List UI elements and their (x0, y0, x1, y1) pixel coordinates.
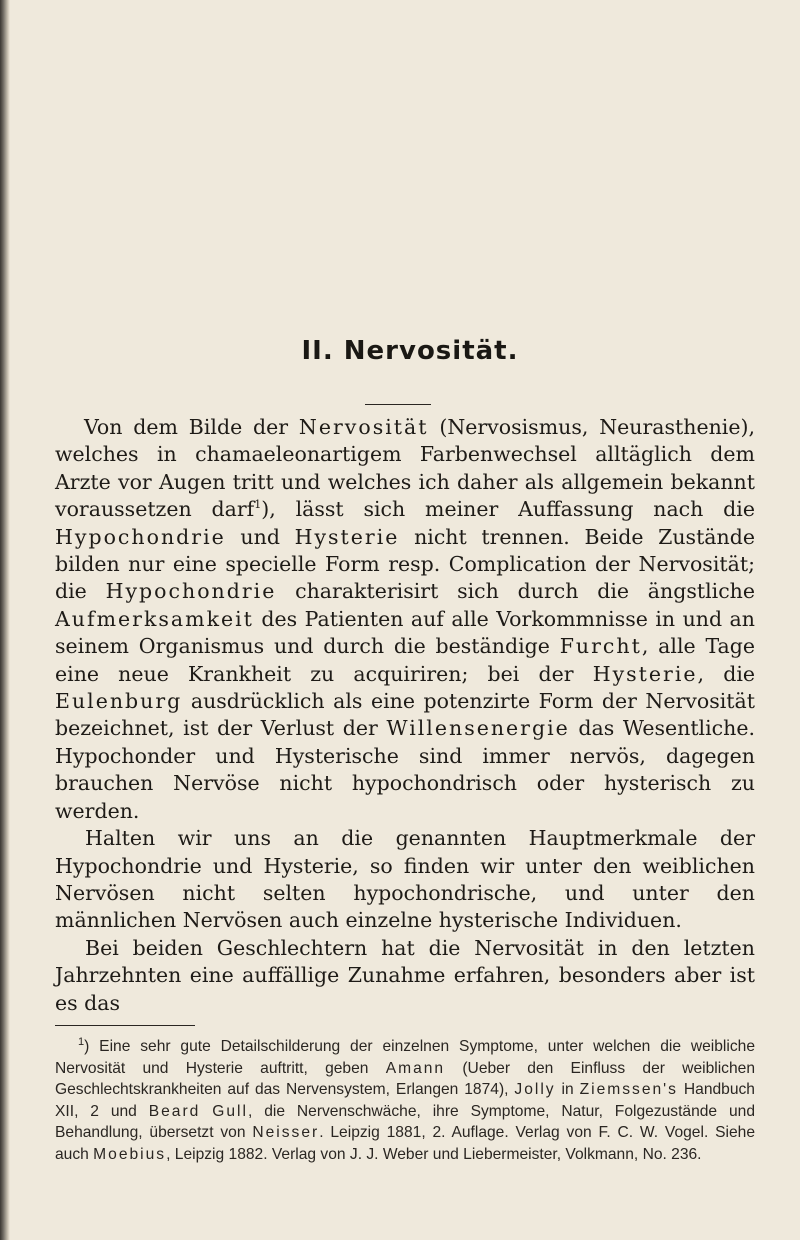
spaced-term: Eulenburg (55, 689, 183, 714)
text-run: das Wesentliche. Hypochonder und Hysterische sind immer nervös, dagegen brauchen Nervöse nicht hypochondrisch oder hysterisch zu werden. (55, 716, 755, 823)
text-run: ) Eine sehr gute Detailschilderung der einzelnen Symptome, unter welchen die weibliche Nervosität und Hysterie auftritt, geben (55, 1038, 755, 1077)
spaced-term: Aufmerksamkeit (55, 606, 254, 631)
spaced-name: Neisser (252, 1124, 320, 1142)
spaced-term: Furcht (559, 634, 642, 659)
text-run: , Leipzig 1882. Verlag von J. J. Weber und Liebermeister, Volkmann, No. 236. (166, 1145, 702, 1163)
footnote-mark: 1 (78, 1035, 85, 1048)
text-run: (Nervosismus, Neurasthenie), welches in chamaeleonartigem Farbenwechsel alltäglich dem Arzte vor Augen tritt und welches ich daher als allgemein bekannt voraussetzen darf (55, 415, 755, 522)
spaced-term: Hysterie (294, 524, 400, 549)
spaced-term: Hysterie (592, 661, 698, 686)
spaced-term: Willensenergie (386, 716, 570, 741)
spaced-name: Jolly (514, 1081, 556, 1099)
title-divider (365, 404, 431, 405)
text-run: nicht trennen. Beide Zustände bilden nur eine specielle Form resp. Complication der Nervosität; die (55, 524, 755, 604)
text-run: . Leipzig 1881, 2. Auflage. Verlag von F. C. W. Vogel. Siehe auch (55, 1124, 755, 1163)
text-run: Von dem Bilde der (84, 415, 299, 439)
spaced-term: Hypochondrie (55, 524, 226, 549)
spaced-name: Moebius (93, 1145, 167, 1163)
text-run: charakterisirt sich durch die ängstliche (276, 579, 756, 604)
text-run: , die Nervenschwäche, ihre Symptome, Natur, Folgezustände und Behandlung, übersetzt von (55, 1102, 755, 1142)
text-run (200, 1103, 212, 1120)
body-text (55, 414, 755, 1017)
spaced-name: Beard (148, 1102, 201, 1120)
spaced-term: Nervosität (298, 415, 429, 439)
text-run: ), lässt sich meiner Auffassung nach die (261, 497, 755, 522)
text-run: in (555, 1081, 580, 1099)
text-run: (Ueber den Einfluss der weiblichen Geschlechtskrankheiten auf das Nervensystem, Erlangen 1874), (55, 1059, 755, 1099)
text-run: ausdrücklich als eine potenzirte Form der Nervosität bezeichnet, ist der Verlust der (55, 689, 755, 741)
footnote (55, 1036, 755, 1166)
book-gutter-shadow (0, 0, 10, 1240)
footnote-divider (55, 1025, 195, 1026)
text-run: , die (697, 661, 756, 686)
paragraph-2: Halten wir uns an die genannten Hauptmerkmale der Hypochondrie und Hysterie, so finden wir unter den weiblichen Nervösen nicht selten hypochondrische, und unter den männlichen Nervösen auch einzelne hysterische Individuen. (55, 826, 755, 933)
text-run: des Patienten auf alle Vorkommnisse in und an seinem Organismus und durch die beständige (55, 606, 755, 659)
chapter-title: II. Nervosität. (301, 336, 519, 366)
book-page (55, 0, 765, 1240)
paragraph-3: Bei beiden Geschlechtern hat die Nervosität in den letzten Jahrzehnten eine auffällige Zunahme erfahren, besonders aber ist es das (55, 935, 755, 1015)
footnote-ref: 1 (254, 498, 262, 512)
spaced-name: Ziemssen's (579, 1081, 678, 1099)
text-run: und (225, 524, 295, 549)
footnote-paragraph (55, 1036, 755, 1166)
text-run: Handbuch XII, 2 und (55, 1081, 755, 1120)
spaced-name: Gull (212, 1102, 248, 1120)
paragraph-1 (55, 414, 755, 825)
spaced-term: Hypochondrie (105, 579, 277, 604)
text-run: , alle Tage eine neue Krankheit zu acquiriren; bei der (55, 634, 755, 686)
spaced-name: Amann (385, 1059, 446, 1077)
